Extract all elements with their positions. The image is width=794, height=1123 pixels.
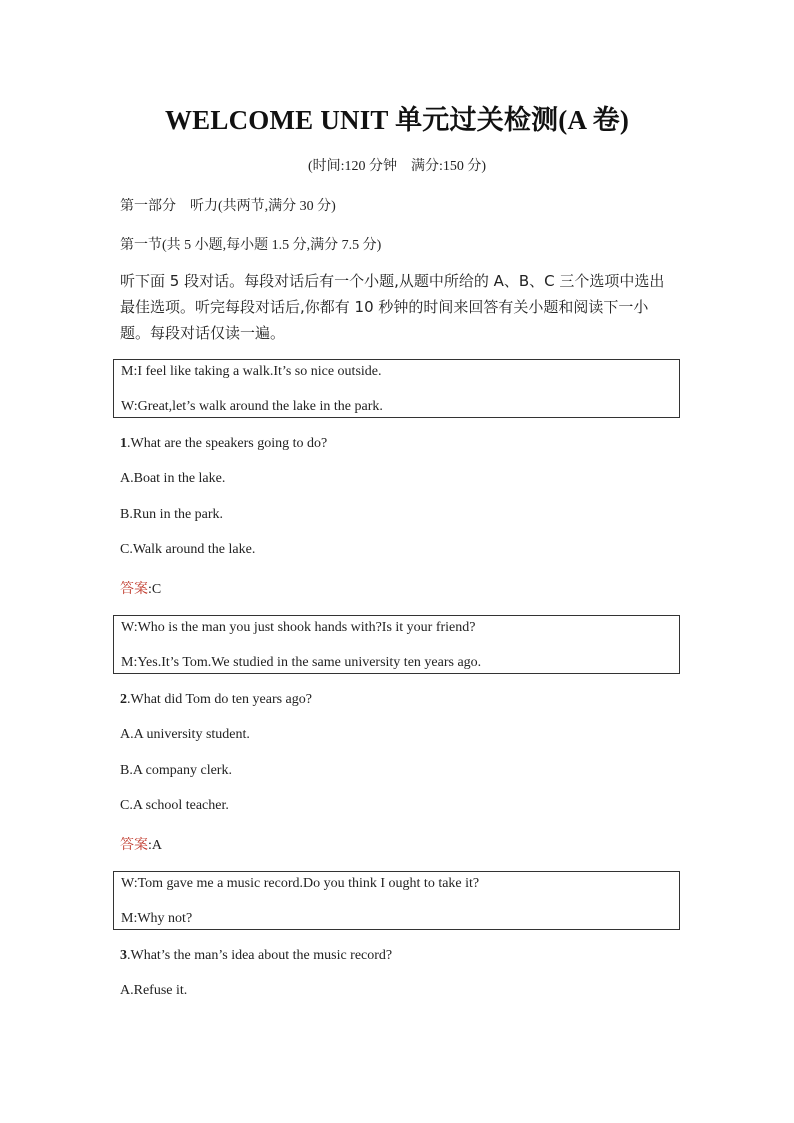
answer: [120, 834, 162, 854]
dialog-box-3: [113, 871, 680, 930]
listening-instructions: 听下面 5 段对话。每段对话后有一个小题,从题中所给的 A、B、C 三个选项中选出最佳选项。听完每段对话后,你都有 10 秒钟的时间来回答有关小题和阅读下一小题。每段对话仅读一遍。: [120, 272, 665, 342]
question-text: .What did Tom do ten years ago?: [127, 692, 312, 707]
answer-label: 答案: [120, 581, 148, 597]
option-b: B.Run in the park.: [120, 507, 224, 522]
section-heading: 第一节(共 5 小题,每小题 1.5 分,满分 7.5 分): [120, 238, 382, 253]
option-b: B.A company clerk.: [120, 763, 232, 778]
answer-label: 答案: [120, 837, 148, 853]
option-a: A.Boat in the lake.: [120, 471, 226, 486]
option-c: C.Walk around the lake.: [120, 542, 256, 557]
dialog-line: W:Great,let’s walk around the lake in the park.: [121, 399, 383, 414]
question-1: [120, 436, 327, 452]
question-number: 2: [120, 692, 127, 707]
dialog-line: M:Yes.It’s Tom.We studied in the same university ten years ago.: [121, 655, 482, 670]
question-text: .What’s the man’s idea about the music record?: [127, 948, 393, 963]
question-number: 3: [120, 948, 127, 963]
answer: [120, 578, 161, 598]
question-number: 1: [120, 436, 127, 451]
page-title: WELCOME UNIT 单元过关检测(A 卷): [164, 105, 630, 135]
dialog-line: M:Why not?: [121, 911, 193, 926]
dialog-line: W:Who is the man you just shook hands with?Is it your friend?: [121, 620, 476, 635]
dialog-line: W:Tom gave me a music record.Do you think I ought to take it?: [121, 876, 480, 891]
dialog-box-1: [113, 359, 680, 418]
option-a: A.Refuse it.: [120, 983, 188, 998]
part-heading: 第一部分 听力(共两节,满分 30 分): [120, 199, 336, 214]
option-c: C.A school teacher.: [120, 798, 229, 813]
question-3: [120, 948, 392, 964]
option-a: A.A university student.: [120, 727, 250, 742]
answer-value: :C: [148, 582, 162, 597]
dialog-line: M:I feel like taking a walk.It’s so nice outside.: [121, 364, 382, 379]
answer-value: :A: [148, 838, 162, 853]
time-score-info: (时间:120 分钟 满分:150 分): [307, 159, 487, 174]
dialog-box-2: [113, 615, 680, 674]
question-2: [120, 692, 312, 708]
question-text: .What are the speakers going to do?: [127, 436, 328, 451]
